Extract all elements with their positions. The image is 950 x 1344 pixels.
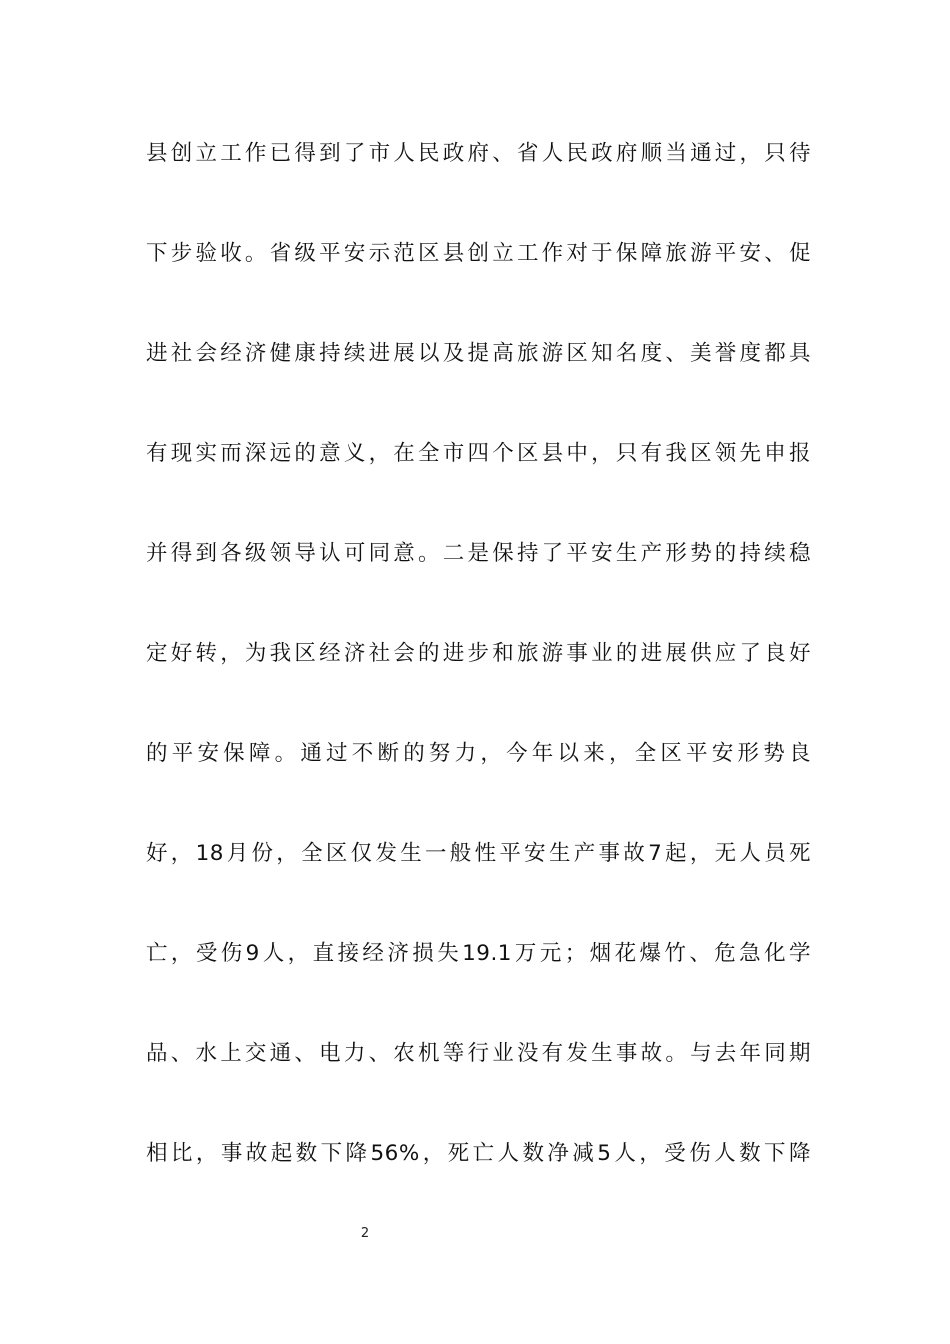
text-line: 相比，事故起数下降56%，死亡人数净减5人，受伤人数下降 (146, 1141, 811, 1166)
text-line: 县创立工作已得到了市人民政府、省人民政府顺当通过，只待 (146, 141, 811, 166)
text-line: 进社会经济健康持续进展以及提高旅游区知名度、美誉度都具 (146, 341, 811, 366)
text-line: 定好转，为我区经济社会的进步和旅游事业的进展供应了良好 (146, 641, 811, 666)
text-line: 亡，受伤9人，直接经济损失19.1万元；烟花爆竹、危急化学 (146, 941, 811, 966)
page-number: 2 (360, 1226, 370, 1241)
body-text (146, 128, 811, 1228)
text-line: 品、水上交通、电力、农机等行业没有发生事故。与去年同期 (146, 1041, 811, 1066)
text-line: 下步验收。省级平安示范区县创立工作对于保障旅游平安、促 (146, 241, 811, 266)
text-line: 好，18月份，全区仅发生一般性平安生产事故7起，无人员死 (146, 841, 811, 866)
text-line: 的平安保障。通过不断的努力，今年以来，全区平安形势良 (146, 741, 811, 766)
text-line: 并得到各级领导认可同意。二是保持了平安生产形势的持续稳 (146, 541, 811, 566)
text-line: 有现实而深远的意义，在全市四个区县中，只有我区领先申报 (146, 441, 811, 466)
